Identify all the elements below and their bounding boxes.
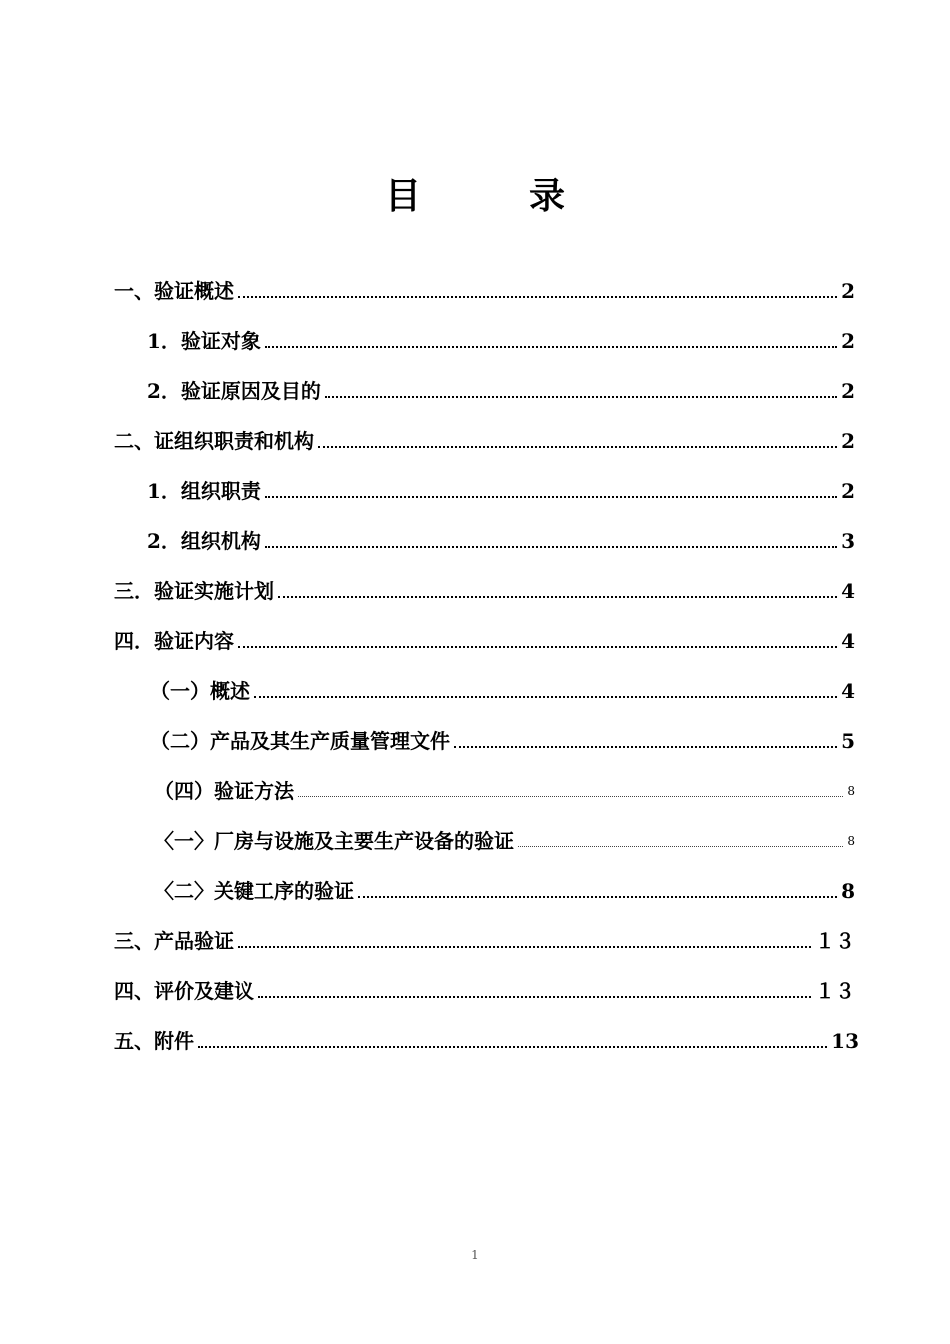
toc-leader (238, 296, 837, 298)
toc-entry-label: 四．验证内容 (114, 629, 234, 653)
toc-leader (318, 446, 837, 448)
toc-entry-label: （二）产品及其生产质量管理文件 (150, 729, 450, 753)
toc-entry-label: 二、证组织职责和机构 (114, 429, 314, 453)
toc-leader (265, 546, 837, 548)
toc-entry-page: 4 (841, 579, 855, 603)
toc-entry[interactable] (114, 426, 855, 456)
toc-entry-label: 一、验证概述 (114, 279, 234, 303)
toc-entry[interactable] (154, 826, 855, 856)
toc-entry[interactable] (114, 976, 855, 1006)
page-number-footer: 1 (471, 1248, 479, 1262)
toc-entry-label: 三．验证实施计划 (114, 579, 274, 603)
title-char-2: 录 (529, 176, 566, 217)
title-char-1: 目 (384, 176, 421, 217)
toc-entry-label: 2．组织机构 (147, 529, 261, 553)
toc-entry[interactable] (114, 276, 855, 306)
toc-entry[interactable] (147, 326, 855, 356)
toc-leader (238, 946, 811, 948)
toc-leader (265, 496, 837, 498)
toc-entry-page: 5 (841, 729, 855, 753)
toc-entry-page: 2 (841, 379, 855, 403)
toc-entry-label: （一）概述 (150, 679, 250, 703)
toc-entry-page: 2 (841, 479, 855, 503)
toc-entry-label: 1．组织职责 (147, 479, 261, 503)
toc-entry-page: １３ (815, 979, 855, 1003)
toc-entry-page: 8 (841, 879, 855, 903)
toc-entry-page: 4 (841, 679, 855, 703)
toc-entry-label: （四）验证方法 (154, 779, 294, 803)
toc-leader (278, 596, 837, 598)
toc-entry[interactable] (114, 926, 855, 956)
toc-leader (258, 996, 811, 998)
toc-entry[interactable] (147, 376, 855, 406)
toc-entry-page: 8 (847, 834, 855, 848)
toc-entry-page: 2 (841, 429, 855, 453)
toc-entry-page: 13 (831, 1029, 859, 1053)
toc-leader (298, 796, 843, 797)
toc-leader (325, 396, 837, 398)
toc-leader (198, 1046, 827, 1048)
toc-leader (358, 896, 837, 898)
toc-entry-page: 2 (841, 329, 855, 353)
toc-entry[interactable] (114, 626, 855, 656)
toc-entry-page: 4 (841, 629, 855, 653)
toc-leader (518, 846, 843, 847)
toc-leader (265, 346, 837, 348)
toc-leader (254, 696, 837, 698)
toc-entry-label: 〈二〉关键工序的验证 (154, 879, 354, 903)
toc-entry-label: 〈一〉厂房与设施及主要生产设备的验证 (154, 829, 514, 853)
toc-entry[interactable] (154, 776, 855, 806)
toc-entry-label: 1．验证对象 (147, 329, 261, 353)
toc-entry[interactable] (150, 726, 855, 756)
toc-entry[interactable] (154, 876, 855, 906)
toc-entry[interactable] (147, 476, 855, 506)
toc-entry-page: 3 (841, 529, 855, 553)
toc-entry[interactable] (114, 576, 855, 606)
toc-entry-label: 五、附件 (114, 1029, 194, 1053)
toc-entry[interactable] (147, 526, 855, 556)
toc-entry-page: 2 (841, 279, 855, 303)
toc-entry-page: １３ (815, 929, 855, 953)
toc-leader (454, 746, 837, 748)
toc-entry-label: 2．验证原因及目的 (147, 379, 321, 403)
toc-entry-label: 三、产品验证 (114, 929, 234, 953)
toc-entry-page: 8 (847, 784, 855, 798)
toc-leader (238, 646, 837, 648)
toc-entry[interactable] (114, 1026, 859, 1056)
page-title (0, 168, 950, 219)
toc-entry[interactable] (150, 676, 855, 706)
toc-entry-label: 四、评价及建议 (114, 979, 254, 1003)
